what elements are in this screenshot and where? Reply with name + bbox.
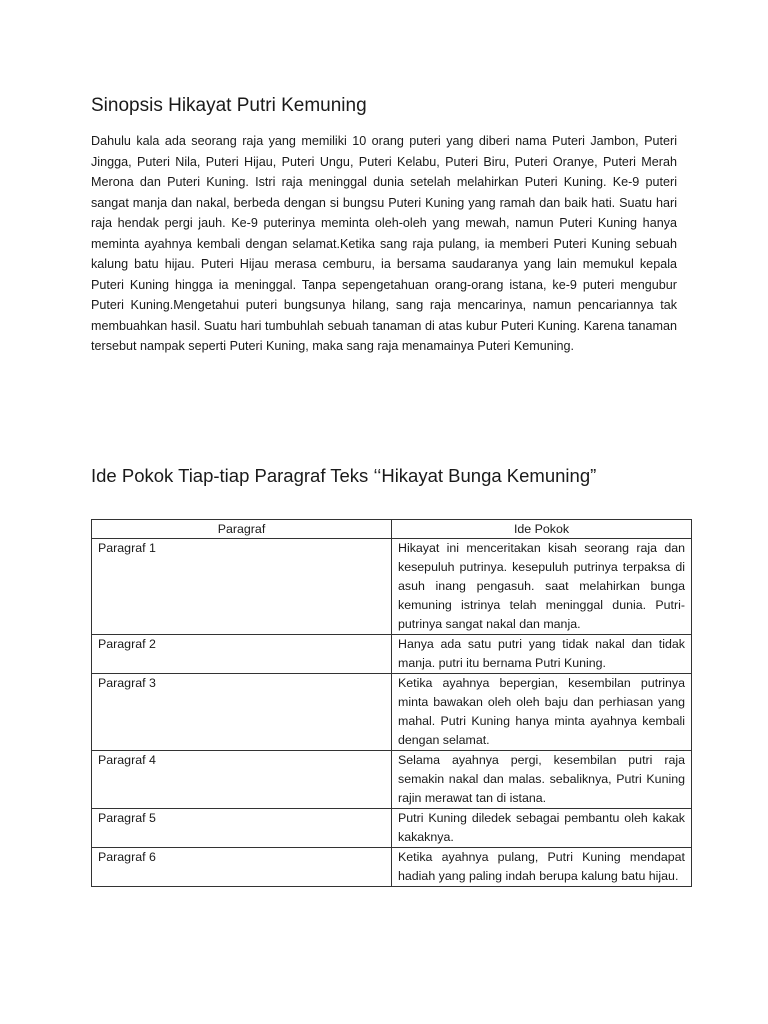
paragraf-cell: Paragraf 2 <box>92 635 392 674</box>
page-title: Sinopsis Hikayat Putri Kemuning <box>91 95 367 116</box>
section-heading: Ide Pokok Tiap-tiap Paragraf Teks ‘‘Hikayat Bunga Kemuning” <box>91 465 597 486</box>
table-header-row <box>92 520 692 539</box>
ide-pokok-cell: Hikayat ini menceritakan kisah seorang raja dan kesepuluh putrinya. kesepuluh putrinya terpaksa di asuh inang pengasuh. saat melahirkan bunga kemuning istrinya telah meninggal dunia. Putri-putrinya sangat nakal dan manja. <box>392 539 692 635</box>
ide-pokok-cell: Selama ayahnya pergi, kesembilan putri raja semakin nakal dan malas. sebaliknya, Putri Kuning rajin merawat tan di istana. <box>392 751 692 809</box>
paragraf-cell: Paragraf 5 <box>92 809 392 848</box>
table-row <box>92 539 692 635</box>
column-header-ide-pokok: Ide Pokok <box>392 520 692 539</box>
main-ideas-table <box>91 519 692 887</box>
table-row <box>92 848 692 887</box>
table-row <box>92 809 692 848</box>
paragraf-cell: Paragraf 3 <box>92 674 392 751</box>
table-row <box>92 635 692 674</box>
table-row <box>92 674 692 751</box>
ide-pokok-cell: Ketika ayahnya bepergian, kesembilan putrinya minta bawakan oleh oleh baju dan perhiasan yang mahal. Putri Kuning hanya minta ayahnya kembali dengan selamat. <box>392 674 692 751</box>
synopsis-paragraph: Dahulu kala ada seorang raja yang memiliki 10 orang puteri yang diberi nama Puteri Jambon, Puteri Jingga, Puteri Nila, Puteri Hijau, Puteri Ungu, Puteri Kelabu, Puteri Biru, Puteri Oranye, Puteri Merah Merona dan Puteri Kuning. Istri raja meninggal dunia setelah melahirkan Puteri Kuning. Ke-9 puteri sangat manja dan nakal, berbeda dengan si bungsu Puteri Kuning yang ramah dan baik hati. Suatu hari raja hendak pergi jauh. Ke-9 puterinya meminta oleh-oleh yang mewah, namun Puteri Kuning hanya meminta ayahnya kembali dengan selamat.Ketika sang raja pulang, ia memberi Puteri Kuning sebuah kalung batu hijau. Puteri Hijau merasa cemburu, ia bersama saudaranya yang lain memukul kepala Puteri Kuning hingga ia meninggal. Tanpa sepengetahuan orang-orang istana, ke-9 puteri mengubur Puteri Kuning.Mengetahui puteri bungsunya hilang, sang raja mencarinya, namun pencariannya tak membuahkan hasil. Suatu hari tumbuhlah sebuah tanaman di atas kubur Puteri Kuning. Karena tanaman tersebut nampak seperti Puteri Kuning, maka sang raja menamainya Puteri Kemuning. <box>91 134 677 353</box>
column-header-paragraf: Paragraf <box>92 520 392 539</box>
ide-pokok-cell: Hanya ada satu putri yang tidak nakal dan tidak manja. putri itu bernama Putri Kuning. <box>392 635 692 674</box>
table-row <box>92 751 692 809</box>
paragraf-cell: Paragraf 6 <box>92 848 392 887</box>
ide-pokok-cell: Putri Kuning diledek sebagai pembantu oleh kakak kakaknya. <box>392 809 692 848</box>
ide-pokok-cell: Ketika ayahnya pulang, Putri Kuning mendapat hadiah yang paling indah berupa kalung batu hijau. <box>392 848 692 887</box>
paragraf-cell: Paragraf 4 <box>92 751 392 809</box>
paragraf-cell: Paragraf 1 <box>92 539 392 635</box>
